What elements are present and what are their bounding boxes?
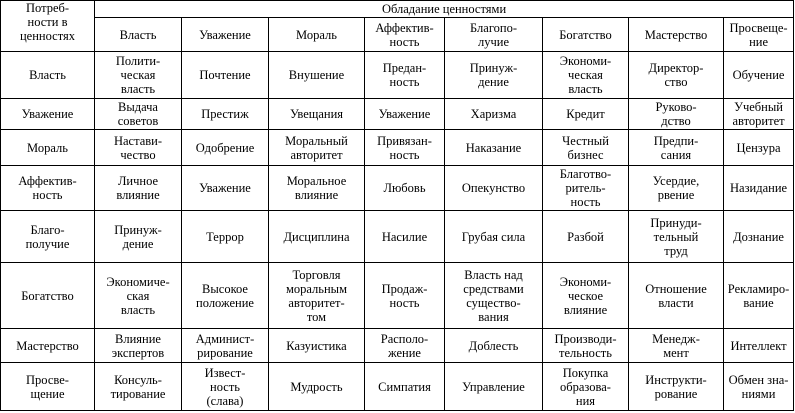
table-cell: Доблесть [445, 329, 543, 363]
table-row [1, 363, 794, 411]
table-cell: Отношение власти [629, 263, 724, 329]
table-cell: Руково- дство [629, 99, 724, 130]
table-row [1, 99, 794, 130]
table-cell: Дознание [724, 211, 794, 263]
table-row [1, 329, 794, 363]
column-header: Мораль [269, 18, 365, 52]
table-cell: Симпатия [365, 363, 445, 411]
table-cell: Почтение [182, 52, 269, 99]
table-cell: Власть над средствами существo- вания [445, 263, 543, 329]
table-cell: Харизма [445, 99, 543, 130]
table-cell: Обучение [724, 52, 794, 99]
table-cell: Директор- ство [629, 52, 724, 99]
table-cell: Уважение [182, 166, 269, 211]
table-cell: Террор [182, 211, 269, 263]
table-cell: Продаж- ность [365, 263, 445, 329]
column-header: Аффектив- ность [365, 18, 445, 52]
table-cell: Обмен зна- ниями [724, 363, 794, 411]
table-row [1, 130, 794, 166]
row-header: Аффектив- ность [1, 166, 95, 211]
table-row [1, 166, 794, 211]
table-cell: Интеллект [724, 329, 794, 363]
row-header: Просве- щение [1, 363, 95, 411]
table-cell: Извест- ность (слава) [182, 363, 269, 411]
table-cell: Честный бизнес [543, 130, 629, 166]
table-cell: Личное влияние [95, 166, 182, 211]
table-cell: Торговля моральным авторитет- том [269, 263, 365, 329]
table-cell: Грубая сила [445, 211, 543, 263]
column-header: Богатство [543, 18, 629, 52]
table-cell: Казуистика [269, 329, 365, 363]
column-header: Просвеще- ние [724, 18, 794, 52]
table-cell: Цензура [724, 130, 794, 166]
column-header: Власть [95, 18, 182, 52]
table-cell: Принуди- тельный труд [629, 211, 724, 263]
header-row-columns [1, 18, 794, 52]
table-cell: Увещания [269, 99, 365, 130]
table-cell: Влияние экспертов [95, 329, 182, 363]
table-body [1, 1, 794, 411]
table-row [1, 211, 794, 263]
table-cell: Привязан- ность [365, 130, 445, 166]
table-cell: Экономиче- ская власть [95, 263, 182, 329]
corner-header: Потреб- ности в ценностях [1, 1, 95, 52]
table-cell: Консуль- тирование [95, 363, 182, 411]
row-header: Мораль [1, 130, 95, 166]
table-cell: Наказание [445, 130, 543, 166]
table-row [1, 52, 794, 99]
table-cell: Насилие [365, 211, 445, 263]
table-cell: Учебный авторитет [724, 99, 794, 130]
table-cell: Любовь [365, 166, 445, 211]
table-cell: Опекунство [445, 166, 543, 211]
table-cell: Моральное влияние [269, 166, 365, 211]
table-cell: Админист- рирование [182, 329, 269, 363]
table-cell: Разбой [543, 211, 629, 263]
table-cell: Менедж- мент [629, 329, 724, 363]
table-cell: Высокое положение [182, 263, 269, 329]
table-cell: Инструкти- рование [629, 363, 724, 411]
row-header: Власть [1, 52, 95, 99]
row-header: Уважение [1, 99, 95, 130]
column-header: Благопо- лучие [445, 18, 543, 52]
table-cell: Принуж- дение [95, 211, 182, 263]
row-header: Богатство [1, 263, 95, 329]
table-cell: Покупка образова- ния [543, 363, 629, 411]
table-cell: Производи- тельность [543, 329, 629, 363]
table-cell: Одобрение [182, 130, 269, 166]
table-cell: Управление [445, 363, 543, 411]
table-cell: Престиж [182, 99, 269, 130]
table-cell: Предан- ность [365, 52, 445, 99]
table-cell: Выдача советов [95, 99, 182, 130]
table-cell: Благотво- ритель- ность [543, 166, 629, 211]
column-header: Мастерство [629, 18, 724, 52]
table-cell: Рекламиро- вание [724, 263, 794, 329]
table-cell: Моральный авторитет [269, 130, 365, 166]
column-header: Уважение [182, 18, 269, 52]
table-cell: Экономи- ческое влияние [543, 263, 629, 329]
table-cell: Кредит [543, 99, 629, 130]
table-cell: Принуж- дение [445, 52, 543, 99]
group-header: Обладание ценностями [95, 1, 794, 18]
table-cell: Настави- чество [95, 130, 182, 166]
table-cell: Располо- жение [365, 329, 445, 363]
row-header: Благо- получие [1, 211, 95, 263]
row-header: Мастерство [1, 329, 95, 363]
table-cell: Внушение [269, 52, 365, 99]
table-cell: Мудрость [269, 363, 365, 411]
header-row-group [1, 1, 794, 18]
table-cell: Предпи- сания [629, 130, 724, 166]
table-cell: Назидание [724, 166, 794, 211]
table-cell: Экономи- ческая власть [543, 52, 629, 99]
table-cell: Дисциплина [269, 211, 365, 263]
table-cell: Уважение [365, 99, 445, 130]
table-cell: Полити- ческая власть [95, 52, 182, 99]
table-row [1, 263, 794, 329]
table-cell: Усердие, рвение [629, 166, 724, 211]
